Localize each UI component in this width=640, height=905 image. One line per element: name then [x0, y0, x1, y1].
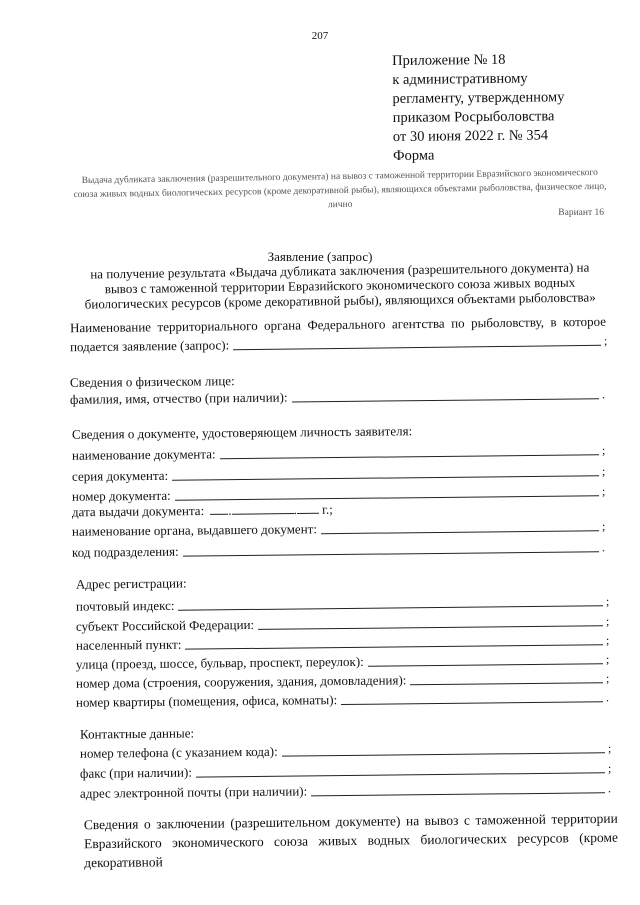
- field-label: субъект Российской Федерации:: [75, 616, 255, 634]
- doc-name-field[interactable]: [72, 441, 608, 464]
- appendix-line: Форма: [393, 147, 435, 164]
- statement-title: Заявление (запрос): [267, 249, 373, 264]
- field-label: номер дома (строения, сооружения, здания, домовладения):: [75, 672, 407, 691]
- input-line[interactable]: [410, 669, 603, 685]
- field-terminator: ;: [601, 464, 606, 479]
- date-suffix: г.;: [322, 501, 333, 517]
- date-year-line[interactable]: [297, 503, 319, 514]
- field-label: номер квартиры (помещения, офиса, комнаты):: [75, 692, 338, 710]
- id-document-heading: Сведения о документе, удостоверяющем личность заявителя:: [71, 423, 413, 442]
- input-line[interactable]: [175, 482, 599, 500]
- field-label: код подразделения:: [71, 543, 179, 560]
- field-terminator: .: [605, 690, 610, 705]
- field-label: улица (проезд, шоссе, бульвар, проспект, переулок):: [75, 653, 364, 672]
- field-label: адрес электронной почты (при наличии):: [79, 783, 308, 801]
- appendix-line: Приложение № 18: [392, 51, 506, 69]
- field-label: подается заявление (запрос):: [69, 337, 230, 355]
- doc-issuer-field[interactable]: [72, 517, 608, 540]
- field-terminator: .: [607, 781, 612, 796]
- input-line[interactable]: [219, 441, 599, 459]
- email-field[interactable]: [80, 779, 614, 802]
- input-line[interactable]: [185, 631, 603, 649]
- apartment-field[interactable]: [76, 688, 612, 711]
- field-terminator: ;: [605, 671, 610, 686]
- appendix-line: от 30 июня 2022 г. № 354: [392, 127, 549, 145]
- field-label: наименование органа, выдавшего документ:: [71, 521, 317, 539]
- input-line[interactable]: [183, 538, 599, 556]
- fax-field[interactable]: [80, 759, 614, 782]
- appendix-line: к административному: [392, 70, 528, 88]
- postal-field[interactable]: [76, 592, 612, 615]
- field-terminator: .: [601, 540, 606, 555]
- input-line[interactable]: [311, 779, 605, 796]
- field-label: почтовый индекс:: [75, 597, 175, 614]
- input-line[interactable]: [233, 332, 601, 350]
- field-terminator: ;: [601, 519, 606, 534]
- field-label: факс (при наличии):: [79, 764, 192, 781]
- input-line[interactable]: [282, 739, 605, 756]
- field-terminator: ;: [603, 333, 608, 348]
- field-label: населенный пункт:: [75, 636, 182, 653]
- doc-series-field[interactable]: [72, 462, 608, 485]
- contacts-heading: Контактные данные:: [79, 725, 195, 742]
- doc-date-field[interactable]: дата выдачи документа: . . г.;: [71, 501, 333, 520]
- conclusion-text: Сведения о заключении (разрешительном документе) на вывоз с таможенной территории Евразийского экономического союза живых водных биологических ресурсов (кроме декоративной: [83, 810, 619, 871]
- address-heading: Адрес регистрации:: [75, 575, 187, 592]
- input-line[interactable]: [258, 612, 603, 630]
- page-number: 207: [311, 30, 329, 42]
- field-label: наименование документа:: [71, 446, 216, 463]
- variant-label: Вариант 16: [558, 208, 604, 218]
- doc-code-field[interactable]: [72, 538, 608, 561]
- input-line[interactable]: [196, 759, 605, 777]
- field-label: номер телефона (с указанием кода):: [79, 743, 278, 761]
- appendix-block: [392, 50, 565, 166]
- input-line[interactable]: [172, 462, 599, 480]
- doc-number-field[interactable]: [72, 482, 608, 505]
- input-line[interactable]: [368, 650, 603, 666]
- field-terminator: .: [601, 387, 606, 402]
- service-note: Выдача дубликата заключения (разрешительного документа) на вывоз с таможенной территории Евразийского экономического союза живых водных биологических ресурсов (кроме декоративной рыбы), являющихся объектами рыболовства, физическое лицо, лично: [73, 167, 607, 211]
- input-line[interactable]: [321, 517, 599, 534]
- field-terminator: ;: [607, 741, 612, 756]
- field-terminator: ;: [605, 614, 610, 629]
- authority-text: Наименование территориального органа Федерального агентства по рыболовству, в которое: [69, 313, 607, 336]
- input-line[interactable]: [291, 385, 599, 402]
- field-terminator: ;: [605, 594, 610, 609]
- phone-field[interactable]: [80, 739, 614, 762]
- field-terminator: ;: [601, 484, 606, 499]
- person-heading: Сведения о физическом лице:: [69, 373, 235, 390]
- field-terminator: ;: [605, 652, 610, 667]
- field-terminator: ;: [607, 761, 612, 776]
- appendix-line: приказом Росрыболовства: [392, 108, 555, 126]
- date-day-line[interactable]: [210, 504, 228, 515]
- field-label: дата выдачи документа:: [71, 502, 205, 520]
- field-label: фамилия, имя, отчество (при наличии):: [69, 389, 288, 407]
- input-line[interactable]: [178, 592, 603, 610]
- field-terminator: ;: [601, 443, 606, 458]
- field-terminator: ;: [605, 633, 610, 648]
- date-month-line[interactable]: [232, 503, 294, 515]
- statement-subtitle: на получение результата «Выдача дубликата заключения (разрешительного документа) на вывоз с таможенной территории Евразийского экономического союза живых водных биологических ресурсов (кроме декоративной рыбы), являющихся объектами рыболовства»: [84, 259, 596, 312]
- field-label: серия документа:: [71, 467, 169, 484]
- field-label: номер документа:: [71, 487, 171, 504]
- appendix-line: регламенту, утвержденному: [392, 89, 565, 107]
- input-line[interactable]: [341, 688, 603, 705]
